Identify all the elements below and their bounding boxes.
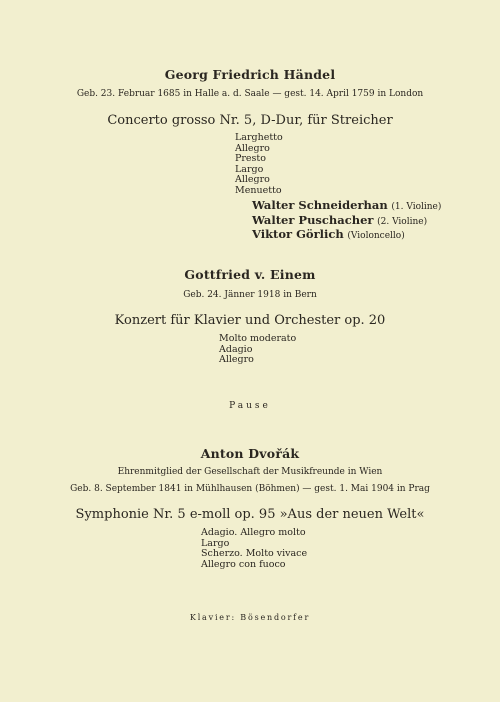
- work-title: Konzert für Klavier und Orchester op. 20: [114, 313, 386, 328]
- composer-honor: Ehrenmitglied der Gesellschaft der Musikfreunde in Wien: [117, 467, 383, 477]
- composer-bio: Geb. 8. September 1841 in Mühlhausen (Böhmen) — gest. 1. Mai 1904 in Prag: [70, 484, 430, 494]
- movement: Presto: [235, 153, 266, 164]
- movement: Allegro: [219, 354, 254, 365]
- performer-name: Viktor Görlich: [252, 227, 344, 241]
- composer-name: Gottfried v. Einem: [184, 267, 316, 282]
- performer: [252, 214, 441, 229]
- movement: Largo: [201, 537, 230, 549]
- movement: Menuetto: [235, 184, 282, 196]
- work-title: Concerto grosso Nr. 5, D-Dur, für Streicher: [107, 113, 393, 128]
- performer: [252, 199, 441, 214]
- movement: Allegro con fuoco: [201, 558, 286, 570]
- movement: Largo: [235, 163, 264, 175]
- performer-role: (2. Violine): [377, 216, 428, 227]
- performer-role: (Violoncello): [347, 231, 405, 241]
- intermission-label: Pause: [229, 401, 271, 411]
- performer-role: (1. Violine): [391, 202, 442, 212]
- movement-list: [201, 528, 307, 570]
- piano-credit: Klavier: Bösendorfer: [189, 613, 311, 622]
- composer-bio: Geb. 24. Jänner 1918 in Bern: [183, 290, 317, 300]
- composer-name: Anton Dvořák: [200, 446, 300, 461]
- performer-name: Walter Schneiderhan: [252, 198, 388, 212]
- performer-name: Walter Puschacher: [252, 212, 374, 227]
- movement: Scherzo. Molto vivace: [201, 548, 308, 559]
- movement: Allegro: [235, 174, 270, 185]
- composer-bio: Geb. 23. Februar 1685 in Halle a. d. Saale — gest. 14. April 1759 in London: [76, 89, 424, 99]
- movement: Larghetto: [235, 132, 283, 143]
- movement-list: [235, 133, 283, 196]
- performer: [252, 228, 441, 243]
- performer-list: [252, 199, 441, 243]
- composer-name: Georg Friedrich Händel: [164, 67, 336, 82]
- movement-list: [219, 334, 296, 366]
- movement: Molto moderato: [219, 333, 297, 344]
- movement: Allegro: [235, 142, 270, 154]
- movement: Adagio. Allegro molto: [201, 527, 306, 538]
- movement: Adagio: [219, 343, 253, 355]
- work-title: Symphonie Nr. 5 e-moll op. 95 »Aus der neuen Welt«: [75, 507, 425, 522]
